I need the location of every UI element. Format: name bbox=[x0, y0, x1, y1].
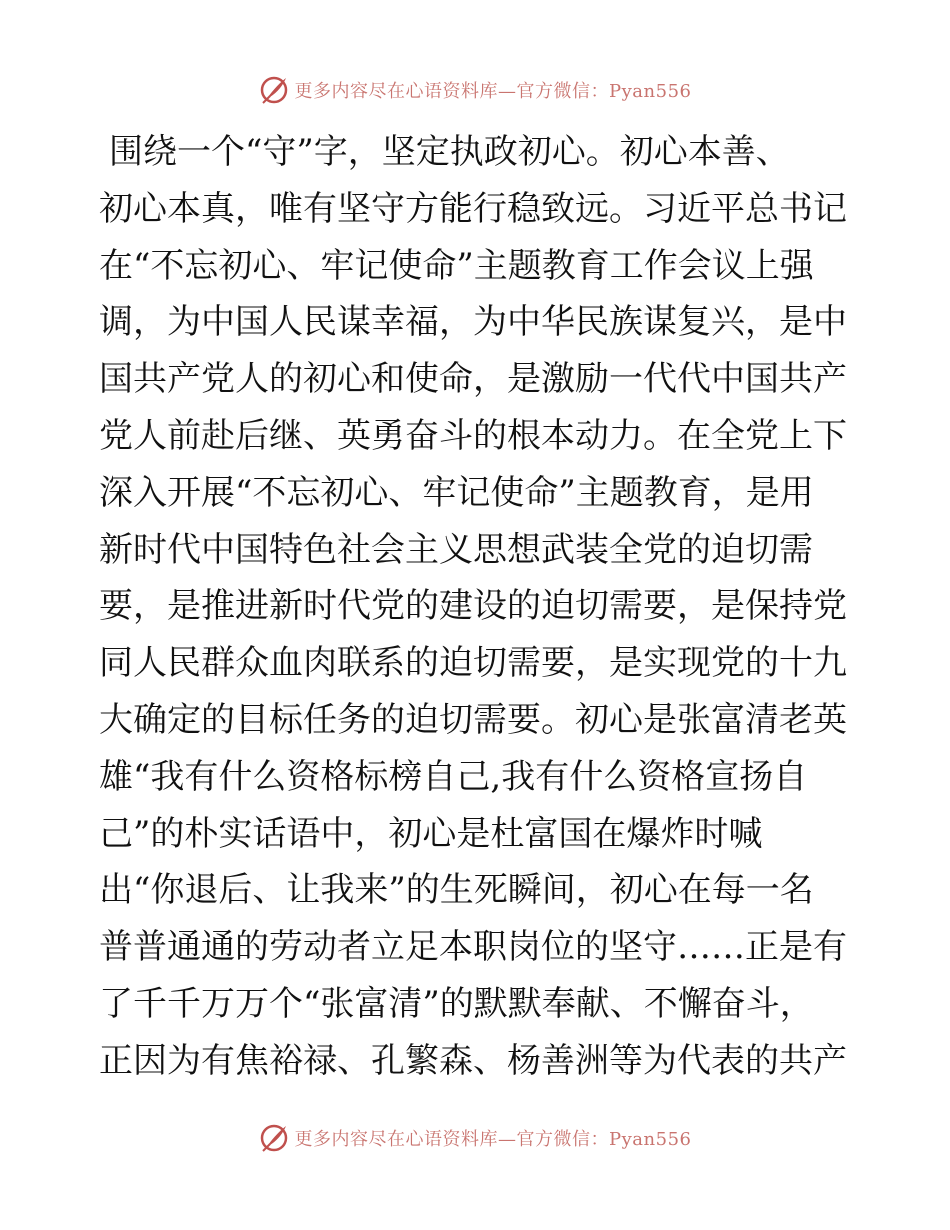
body-line: 调，为中国人民谋幸福，为中华民族谋复兴，是中 bbox=[99, 302, 847, 343]
body-line: 在“不忘初心、牢记使命”主题教育工作会议上强 bbox=[99, 245, 814, 286]
quill-circle-logo-icon bbox=[259, 75, 289, 105]
body-line: 普普通通的劳动者立足本职岗位的坚守……正是有 bbox=[99, 927, 847, 968]
body-line: 要，是推进新时代党的建设的迫切需要，是保持党 bbox=[99, 586, 847, 627]
document-body bbox=[99, 124, 859, 1090]
body-line: 党人前赴后继、英勇奋斗的根本动力。在全党上下 bbox=[99, 415, 847, 456]
body-line: 国共产党人的初心和使命，是激励一代代中国共产 bbox=[99, 359, 847, 400]
body-line: 围绕一个“守”字，坚定执政初心。初心本善、 bbox=[109, 132, 790, 172]
body-line: 大确定的目标任务的迫切需要。初心是张富清老英 bbox=[99, 699, 847, 740]
body-line: 深入开展“不忘初心、牢记使命”主题教育，是用 bbox=[99, 472, 814, 513]
body-line: 了千千万万个“张富清”的默默奉献、不懈奋斗， bbox=[99, 983, 814, 1024]
body-line: 己”的朴实话语中，初心是杜富国在爆炸时喊 bbox=[99, 813, 763, 854]
body-line: 正因为有焦裕禄、孔繁森、杨善洲等为代表的共产 bbox=[99, 1040, 847, 1081]
body-line: 雄“我有什么资格标榜自己,我有什么资格宣扬自 bbox=[99, 756, 808, 797]
body-line: 初心本真，唯有坚守方能行稳致远。习近平总书记 bbox=[99, 188, 847, 229]
footer-banner bbox=[0, 1118, 950, 1158]
body-line: 出“你退后、让我来”的生死瞬间，初心在每一名 bbox=[99, 870, 814, 911]
quill-circle-logo-icon bbox=[259, 1123, 289, 1153]
header-banner-text: 更多内容尽在心语资料库—官方微信：Pyan556 bbox=[294, 81, 692, 102]
header-banner bbox=[0, 70, 950, 110]
body-line: 新时代中国特色社会主义思想武装全党的迫切需 bbox=[99, 529, 813, 570]
body-line: 同人民群众血肉联系的迫切需要，是实现党的十九 bbox=[99, 643, 847, 684]
footer-banner-text: 更多内容尽在心语资料库—官方微信：Pyan556 bbox=[294, 1129, 692, 1150]
